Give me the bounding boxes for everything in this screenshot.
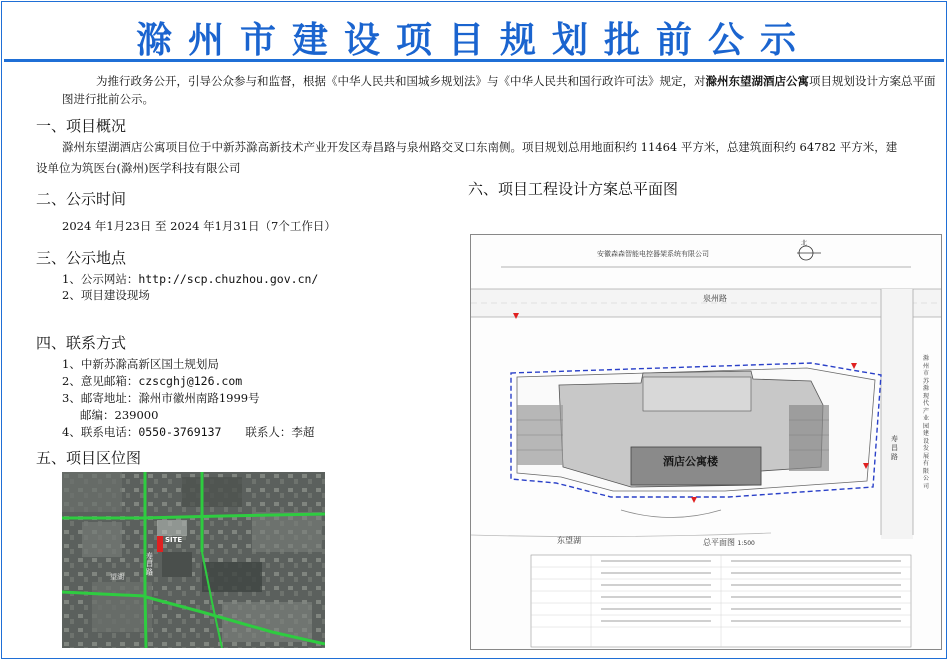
site-plan	[470, 234, 942, 650]
plan-neighbor-right: 滁州市苏滁现代产业园建设发展有限公司	[923, 355, 930, 490]
section4-heading: 四、联系方式	[36, 334, 127, 352]
section3-heading: 三、公示地点	[36, 249, 127, 267]
intro-text-after: 项目规划设计方案总平面图进行批前公示。	[62, 74, 936, 106]
plan-building-label: 酒店公寓楼	[663, 455, 718, 468]
section4-item4-prefix: 4、联系电话：	[62, 425, 139, 439]
section6-heading: 六、项目工程设计方案总平面图	[468, 180, 679, 198]
email-link[interactable]: czscghj@126.com	[138, 374, 243, 388]
title-band	[4, 4, 944, 62]
section4-zip: 邮编：239000	[80, 408, 159, 422]
website-link[interactable]: http://scp.chuzhou.gov.cn/	[138, 272, 319, 286]
section2-text: 2024 年1月23日 至 2024 年1月31日（7个工作日）	[62, 219, 336, 233]
plan-title-text: 总平面图	[703, 538, 735, 547]
area-label: 望湖	[110, 573, 124, 581]
site-label: SITE	[165, 536, 183, 544]
page-title: 滁州市建设项目规划批前公示	[135, 19, 812, 61]
section1-heading: 一、项目概况	[36, 117, 127, 135]
plan-road-top: 泉州路	[703, 294, 727, 303]
plan-title	[703, 537, 755, 548]
plan-scale: 1:500	[737, 540, 755, 547]
section2-heading: 二、公示时间	[36, 190, 127, 208]
plan-neighbor-top: 安徽森森智能电控器架系统有限公司	[597, 250, 709, 258]
location-map-image	[62, 472, 325, 648]
contact-person: 联系人：李超	[245, 425, 315, 439]
section5-heading: 五、项目区位图	[36, 449, 142, 467]
intro-paragraph	[62, 72, 942, 108]
plan-lake-label: 东望湖	[557, 536, 581, 545]
section4-item2-prefix: 2、意见邮箱：	[62, 374, 139, 388]
road-label: 寿昌路	[146, 552, 153, 576]
intro-text-before: 为推行政务公开，引导公众参与和监督，根据《中华人民共和国城乡规划法》与《中华人民共和国行政许可法》规定，对	[96, 74, 706, 88]
section3-item2: 2、项目建设现场	[62, 288, 150, 302]
plan-road-right: 寿昌路	[891, 435, 898, 461]
section3-item1-prefix: 1、公示网站：	[62, 272, 139, 286]
section1-line2: 设单位为筑医台(滁州)医学科技有限公司	[36, 161, 241, 175]
phone-number: 0550-3769137	[138, 425, 222, 439]
location-map	[62, 472, 325, 648]
north-arrow-label: 北	[801, 240, 808, 247]
section4-item1: 1、中新苏滁高新区国土规划局	[62, 357, 219, 371]
section1-line1: 滁州东望湖酒店公寓项目位于中新苏滁高新技术产业开发区寿昌路与泉州路交叉口东南侧。项目规划总用地面积约 11464 平方米，总建筑面积约 64782 平方米，建	[62, 140, 898, 154]
section4-item3: 3、邮寄地址：滁州市徽州南路1999号	[62, 391, 260, 405]
intro-project-name: 滁州东望湖酒店公寓	[705, 74, 809, 88]
section4-item4	[62, 422, 462, 443]
